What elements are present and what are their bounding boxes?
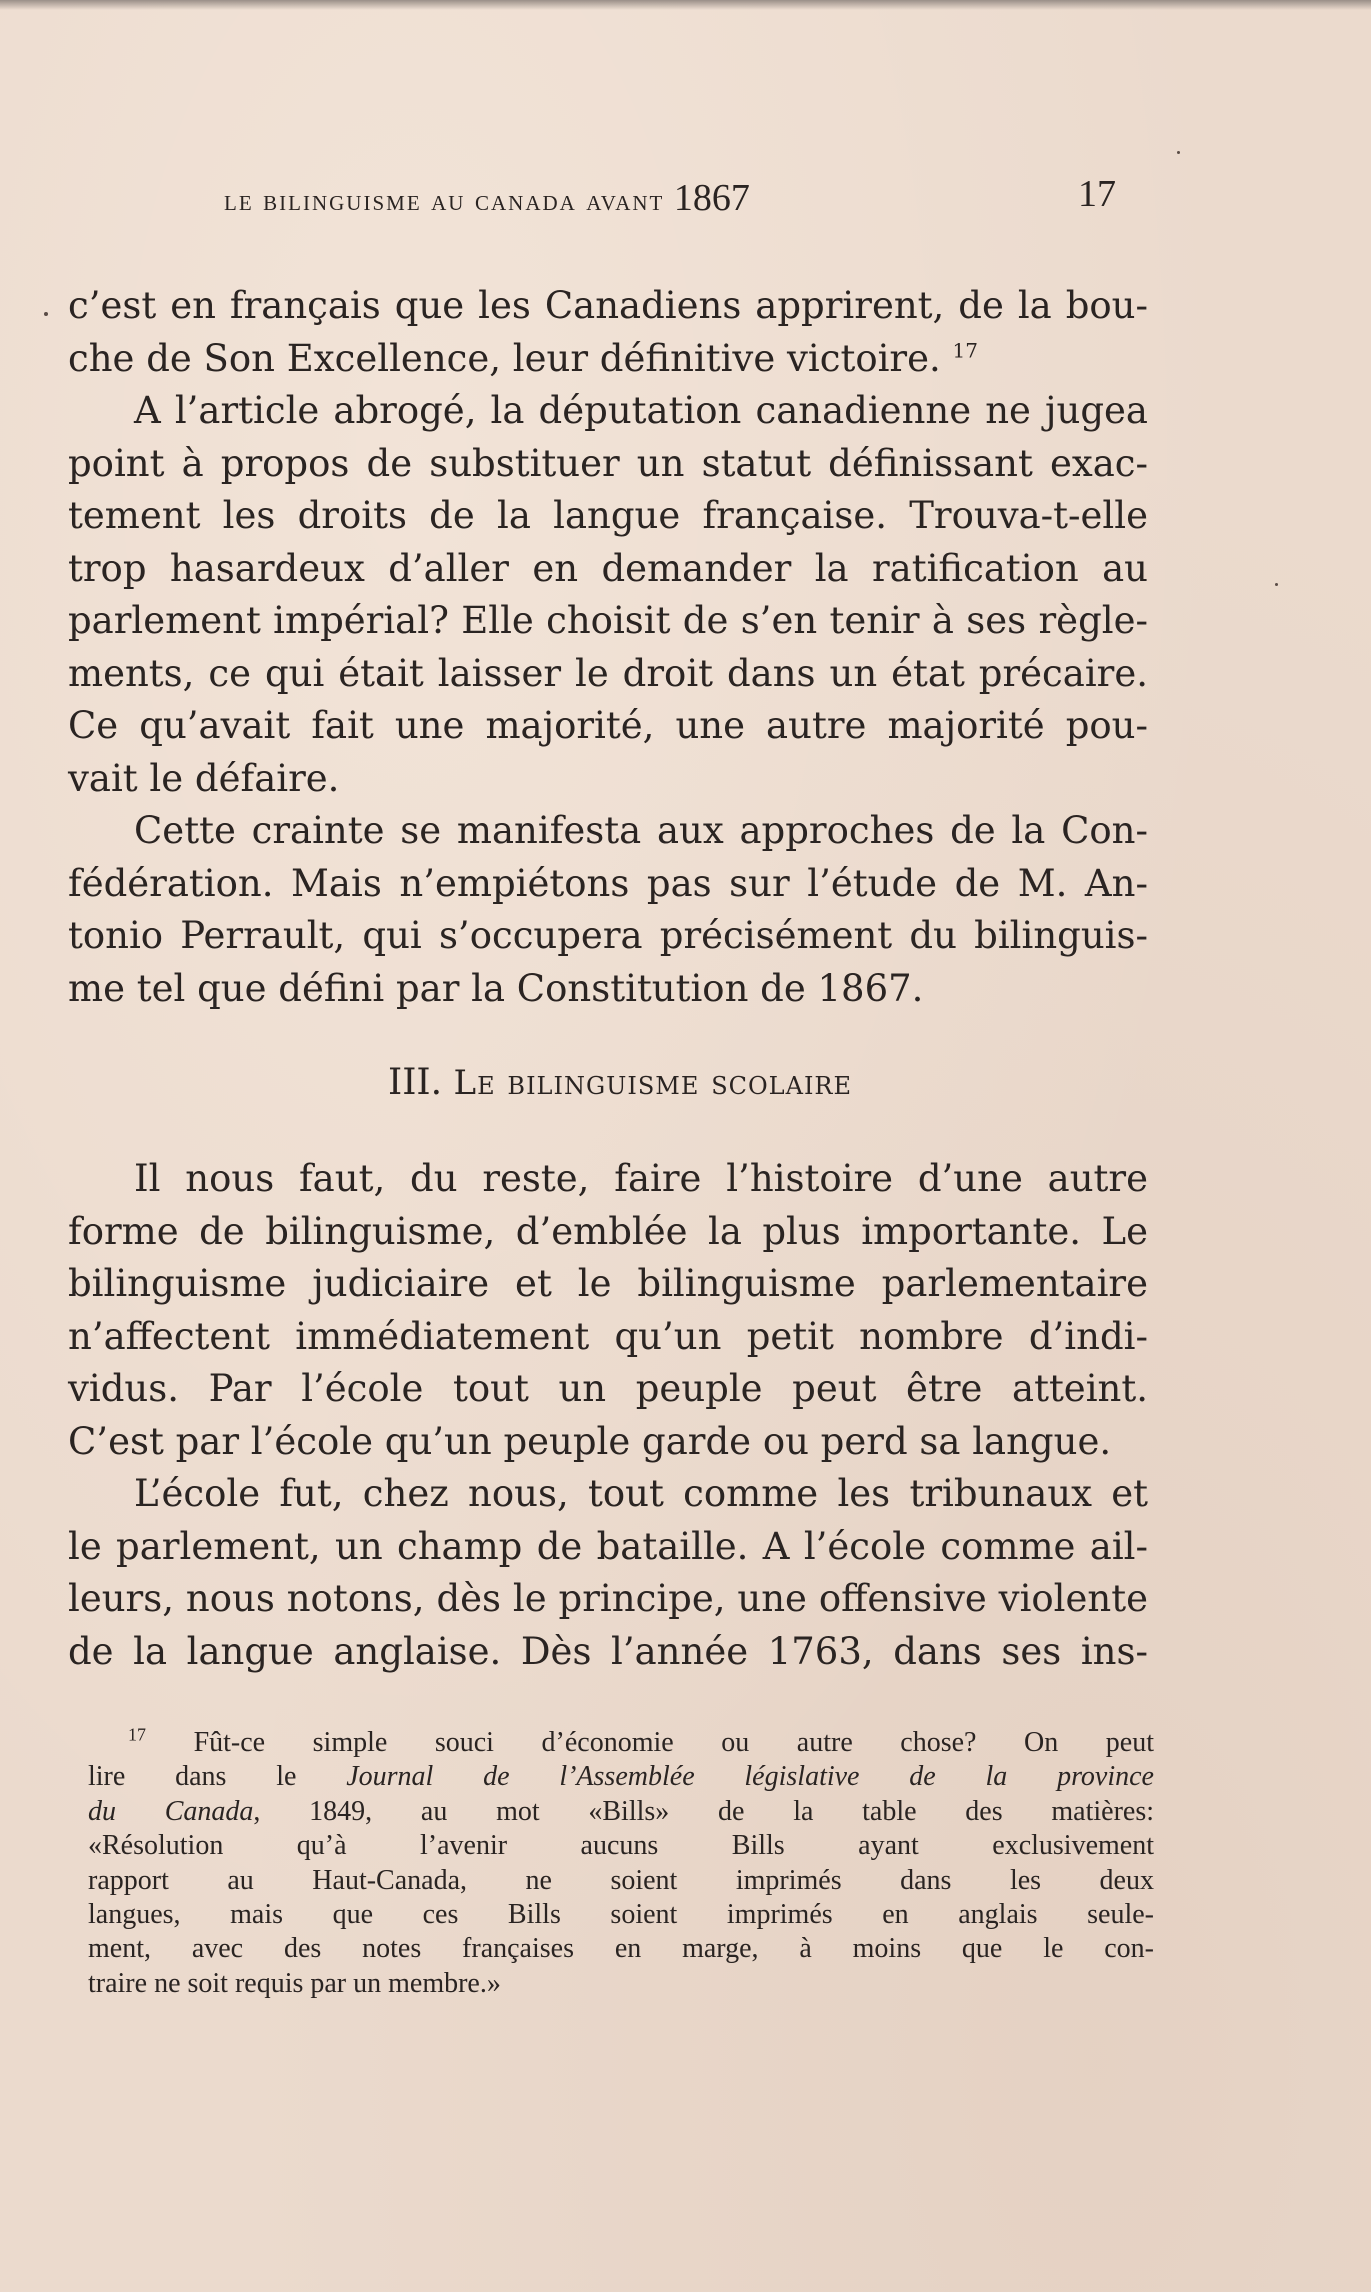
text-line: L’école fut, chez nous, tout comme les tribunaux et <box>134 1472 1148 1515</box>
text-line: C’est par l’école qu’un peuple garde ou perd sa langue. <box>68 1419 1112 1463</box>
text-line: Cette crainte se manifesta aux approches de la Con- <box>134 809 1148 852</box>
footnote-text: Fût-ce simple souci d’économie ou autre chose? On peut <box>193 1727 1155 1758</box>
journal-title: Journal de l’Assemblée législative de la province <box>346 1761 1154 1793</box>
text-line: le parlement, un champ de bataille. A l’école comme ail- <box>68 1524 1148 1568</box>
running-head-year: 1867 <box>673 177 750 219</box>
text-line: ments, ce qui était laisser le droit dans un état précaire. <box>68 651 1148 695</box>
footnote-mark: 17 <box>128 1724 146 1745</box>
text-line: Ce qu’avait fait une majorité, une autre majorité pou- <box>68 704 1148 747</box>
footnote-line <box>88 1760 1154 1794</box>
text-line: forme de bilinguisme, d’emblée la plus importante. Le <box>68 1209 1148 1253</box>
page-top-edge <box>0 0 1371 10</box>
text-line: vait le défaire. <box>68 756 340 800</box>
footnote <box>88 1726 1154 2001</box>
footnote-line: traire ne soit requis par un membre.» <box>88 1967 501 1999</box>
spacer <box>68 1015 1148 1053</box>
footnote-line: «Résolution qu’à l’avenir aucuns Bills ayant exclusivement <box>88 1830 1154 1862</box>
text-line: vidus. Par l’école tout un peuple peut être atteint. <box>68 1367 1148 1410</box>
paper-speck <box>1177 151 1180 154</box>
footnote-line <box>88 1795 1154 1829</box>
footnote-line: langues, mais que ces Bills soient imprimés en anglais seule- <box>88 1898 1154 1930</box>
text-line: n’affectent immédiatement qu’un petit nombre d’indi- <box>68 1314 1148 1358</box>
running-head-title: le bilinguisme au canada avant <box>224 184 674 217</box>
text-line: me tel que défini par la Constitution de 1867. <box>68 966 924 1010</box>
text-line: tement les droits de la langue française. Trouva-t-elle <box>68 494 1148 537</box>
body-text <box>68 280 1148 1678</box>
footnote-text: lire dans le <box>88 1761 347 1793</box>
section-title: Le bilinguisme scolaire <box>453 1063 853 1103</box>
footnote-text: , 1849, au mot «Bills» de la table des matières: <box>253 1795 1154 1827</box>
text-line: c’est en français que les Canadiens apprirent, de la bou- <box>68 284 1148 327</box>
footnote-line: rapport au Haut-Canada, ne soient imprimés dans les deux <box>88 1864 1154 1896</box>
text-line: A l’article abrogé, la députation canadienne ne jugea <box>134 389 1148 432</box>
text-line: parlement impérial? Elle choisit de s’en tenir à ses règle- <box>68 599 1148 642</box>
footnote-line <box>88 1726 1154 1760</box>
footnote-line: ment, avec des notes françaises en marge, à moins que le con- <box>88 1933 1154 1965</box>
text-line: de la langue anglaise. Dès l’année 1763, dans ses ins- <box>68 1629 1148 1673</box>
running-head <box>224 176 964 220</box>
text-line: bilinguisme judiciaire et le bilinguisme parlementaire <box>68 1262 1148 1305</box>
text-line: fédération. Mais n’empiétons pas sur l’étude de M. An- <box>68 861 1148 905</box>
text-line-content: che de Son Excellence, leur définitive victoire. <box>68 336 941 380</box>
paper-speck <box>1275 583 1278 586</box>
text-line: tonio Perrault, qui s’occupera précisément du bilinguis- <box>68 914 1148 957</box>
paper-speck <box>44 312 48 316</box>
section-number: III. <box>387 1062 443 1103</box>
text-line: Il nous faut, du reste, faire l’histoire d’une autre <box>134 1157 1148 1200</box>
spacer <box>68 1113 1148 1153</box>
footnote-reference: 17 <box>952 338 978 363</box>
page-number: 17 <box>1078 173 1116 215</box>
section-heading <box>68 1053 1148 1113</box>
journal-title-end: du Canada <box>88 1795 254 1827</box>
text-line: leurs, nous notons, dès le principe, une offensive violente <box>68 1577 1148 1620</box>
text-line: trop hasardeux d’aller en demander la ratification au <box>68 546 1148 590</box>
text-line <box>68 333 1148 386</box>
text-line: point à propos de substituer un statut définissant exac- <box>68 441 1148 485</box>
